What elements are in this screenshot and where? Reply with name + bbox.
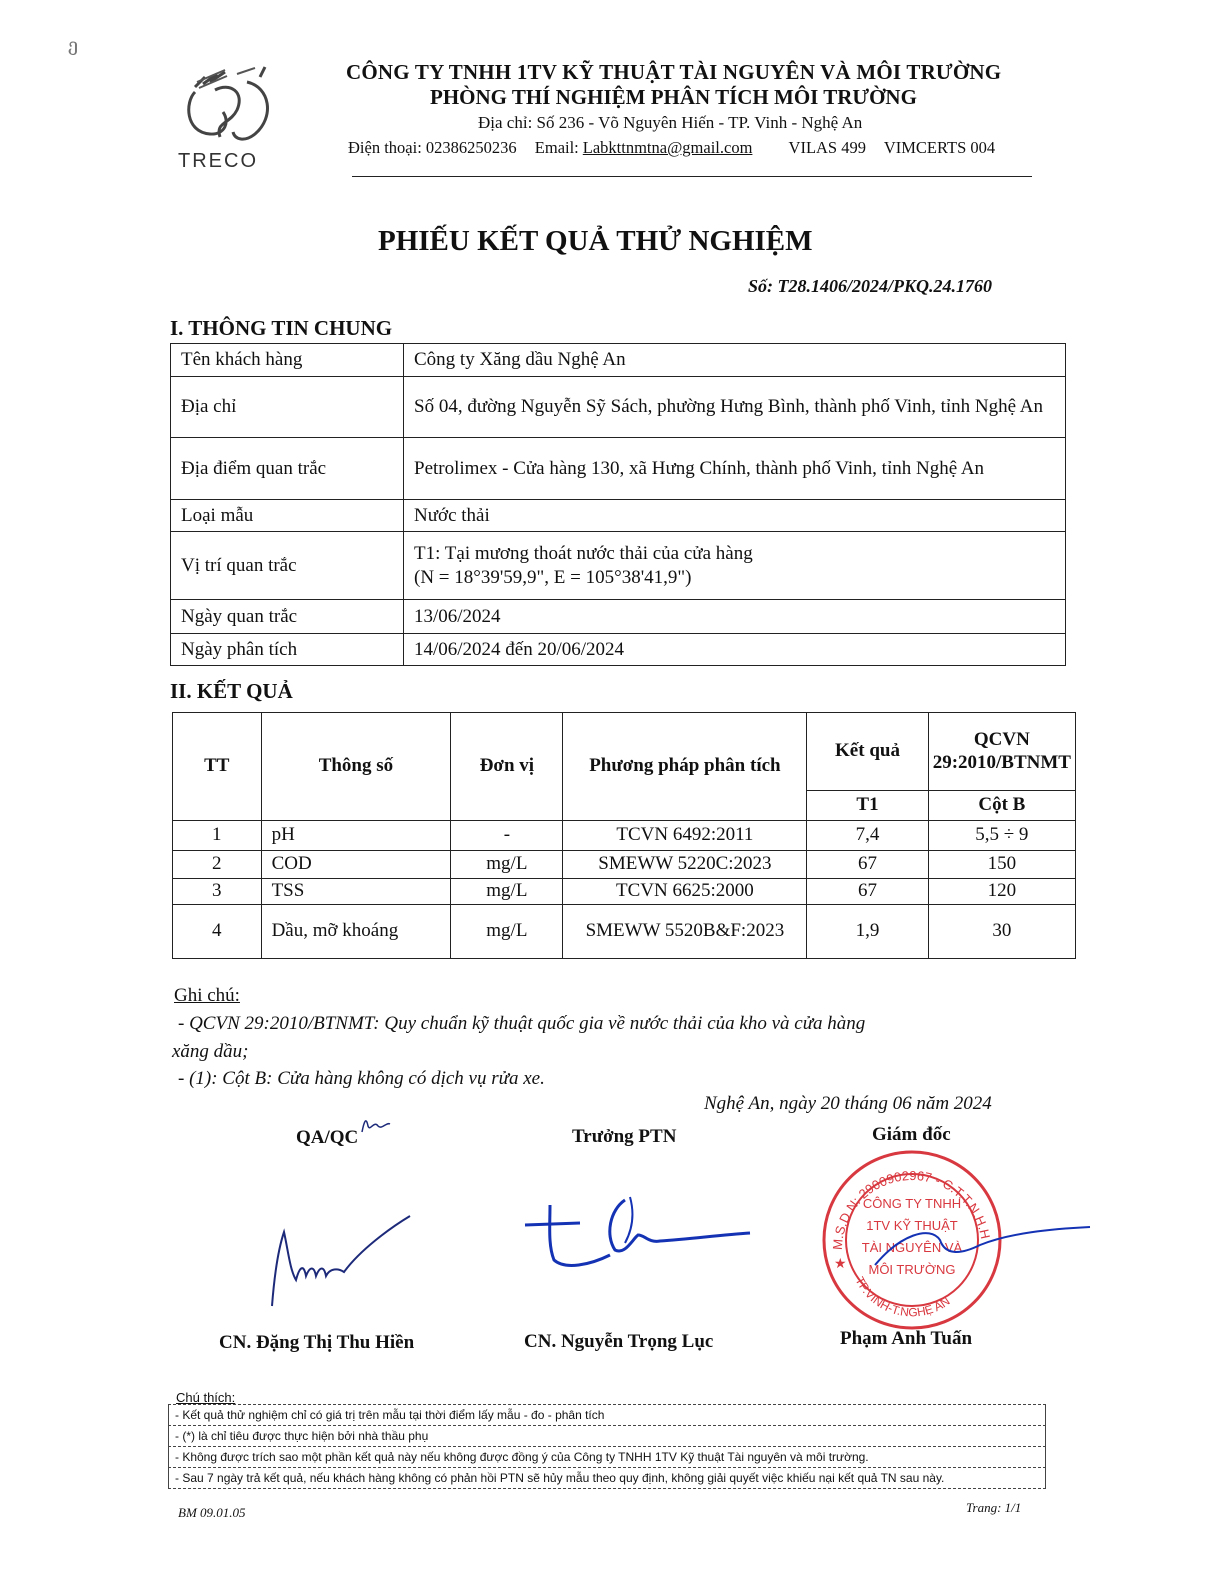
cell-method: SMEWW 5520B&F:2023 [563,905,807,959]
monitoring-point: T1: Tại mương thoát nước thải của cửa hàng [414,542,753,564]
stamp-line: TÀI NGUYÊN VÀ [861,1240,963,1255]
document-number: Số: T28.1406/2024/PKQ.24.1760 [748,276,993,296]
lab-head-signature-icon [520,1185,760,1295]
info-key: Ngày phân tích [171,634,404,666]
stamp-outer-text: M.S.D.N: 2900902967 - C.T.T.N.H.H [829,1167,994,1251]
col-parameter: Thông số [261,713,451,821]
cell-param: COD [261,851,451,879]
cell-method: TCVN 6492:2011 [563,821,807,851]
director-signature-icon [870,1215,1100,1295]
logo-text: TRECO [178,150,258,172]
phone: Điện thoại: 02386250236 [348,138,517,157]
col-result-sub: T1 [807,791,928,821]
cell-result: 67 [807,851,928,879]
info-key: Ngày quan trắc [171,600,404,634]
table-row [173,879,1076,905]
info-row [171,344,1066,377]
vimcerts-code: VIMCERTS 004 [883,138,996,157]
cell-limit: 30 [928,905,1075,959]
cell-tt: 4 [173,905,262,959]
contact-line [348,138,1009,158]
cell-param: TSS [261,879,451,905]
cell-limit: 120 [928,879,1075,905]
company-address: Địa chỉ: Số 236 - Võ Nguyên Hiến - TP. Vinh - Nghệ An [478,113,863,132]
info-value: Công ty Xăng dầu Nghệ An [404,344,1066,377]
info-key: Loại mẫu [171,500,404,532]
info-value: Số 04, đường Nguyễn Sỹ Sách, phường Hưng Bình, thành phố Vinh, tỉnh Nghệ An [404,377,1066,438]
info-row [171,532,1066,600]
cell-tt: 2 [173,851,262,879]
results-table [172,712,1076,959]
vilas-code: VILAS 499 [788,138,866,157]
director-name: Phạm Anh Tuấn [840,1328,973,1349]
coordinates: (N = 18°39'59,9", E = 105°38'41,9") [414,566,692,588]
general-info-table [170,343,1066,666]
table-row [173,905,1076,959]
cell-method: TCVN 6625:2000 [563,879,807,905]
cell-method: SMEWW 5220C:2023 [563,851,807,879]
email-link[interactable]: Labkttnmtna@gmail.com [582,138,753,157]
lab-head-title: Trưởng PTN [572,1126,677,1147]
header-divider [352,176,1032,177]
section-results-title: II. KẾT QUẢ [170,679,293,703]
cell-limit: 150 [928,851,1075,879]
col-result: Kết quả [807,713,928,791]
col-tt: TT [173,713,262,821]
note-line: - (1): Cột B: Cửa hàng không có dịch vụ rửa xe. [178,1068,545,1089]
cell-param: Dầu, mỡ khoáng [261,905,451,959]
notes-title: Ghi chú: [174,985,240,1006]
footnote-title: Chú thích: [176,1390,236,1405]
cell-result: 1,9 [807,905,928,959]
cell-tt: 3 [173,879,262,905]
info-key: Tên khách hàng [171,344,404,377]
qa-name: CN. Đặng Thị Thu Hiền [219,1332,415,1353]
info-row [171,600,1066,634]
cell-result: 7,4 [807,821,928,851]
results-header-row [173,713,1076,791]
info-row [171,500,1066,532]
stamp-star-icon: ★ [834,1257,847,1272]
note-line: - QCVN 29:2010/BTNMT: Quy chuẩn kỹ thuật quốc gia về nước thải của kho và cửa hàng [178,1013,866,1034]
corner-mark: ე [68,35,79,55]
cell-unit: - [451,821,563,851]
document-title: PHIẾU KẾT QUẢ THỬ NGHIỆM [378,225,813,257]
stamp-line: CÔNG TY TNHH [862,1196,962,1211]
qa-signature-icon [260,1210,420,1320]
stamp-line: MÔI TRƯỜNG [868,1262,956,1277]
col-standard-sub: Cột B [928,791,1075,821]
footnote-item: - (*) là chỉ tiêu được thực hiện bởi nhà thầu phụ [168,1426,1046,1447]
stamp-bottom-text: TP.VINH-T.NGHỆ AN [852,1274,953,1320]
director-title: Giám đốc [872,1124,951,1145]
cell-tt: 1 [173,821,262,851]
note-line: xăng dầu; [172,1041,249,1062]
info-value: 14/06/2024 đến 20/06/2024 [404,634,1066,666]
company-name: CÔNG TY TNHH 1TV KỸ THUẬT TÀI NGUYÊN VÀ MÔI TRƯỜNG [346,60,1002,84]
cell-result: 67 [807,879,928,905]
lab-name: PHÒNG THÍ NGHIỆM PHÂN TÍCH MÔI TRƯỜNG [430,85,917,109]
stamp-line: 1TV KỸ THUẬT [866,1218,958,1233]
qa-title: QA/QC [296,1127,359,1148]
info-value: Petrolimex - Cửa hàng 130, xã Hưng Chính, thành phố Vinh, tỉnh Nghệ An [404,438,1066,500]
email-label: Email: [534,138,579,157]
qa-initials-icon [356,1112,396,1142]
info-row [171,634,1066,666]
section-general-info-title: I. THÔNG TIN CHUNG [170,316,393,340]
cell-limit: 5,5 ÷ 9 [928,821,1075,851]
footnote-box [168,1404,1046,1489]
cell-unit: mg/L [451,879,563,905]
place-date: Nghệ An, ngày 20 tháng 06 năm 2024 [704,1093,992,1114]
info-key: Địa chỉ [171,377,404,438]
col-method: Phương pháp phân tích [563,713,807,821]
info-key: Vị trí quan trắc [171,532,404,600]
cell-unit: mg/L [451,851,563,879]
table-row [173,851,1076,879]
info-key: Địa điểm quan trắc [171,438,404,500]
info-row [171,377,1066,438]
footnote-item: - Sau 7 ngày trả kết quả, nếu khách hàng không có phản hồi PTN sẽ hủy mẫu theo quy định, không giải quyết việc khiếu nại kết quả TN sau này. [168,1468,1046,1489]
info-value: 13/06/2024 [404,600,1066,634]
info-value [404,532,1066,600]
cell-unit: mg/L [451,905,563,959]
col-standard: QCVN 29:2010/BTNMT [928,713,1075,791]
info-value: Nước thải [404,500,1066,532]
lab-head-name: CN. Nguyễn Trọng Lục [524,1331,714,1352]
page-number: Trang: 1/1 [966,1500,1022,1515]
footnote-item: - Kết quả thử nghiệm chỉ có giá trị trên mẫu tại thời điểm lấy mẫu - đo - phân tích [168,1405,1046,1426]
footnote-item: - Không được trích sao một phần kết quả này nếu không được đồng ý của Công ty TNHH 1TV Kỹ thuật Tài nguyên và môi trường. [168,1447,1046,1468]
table-row [173,821,1076,851]
col-unit: Đơn vị [451,713,563,821]
form-code: BM 09.01.05 [178,1505,246,1520]
info-row [171,438,1066,500]
cell-param: pH [261,821,451,851]
